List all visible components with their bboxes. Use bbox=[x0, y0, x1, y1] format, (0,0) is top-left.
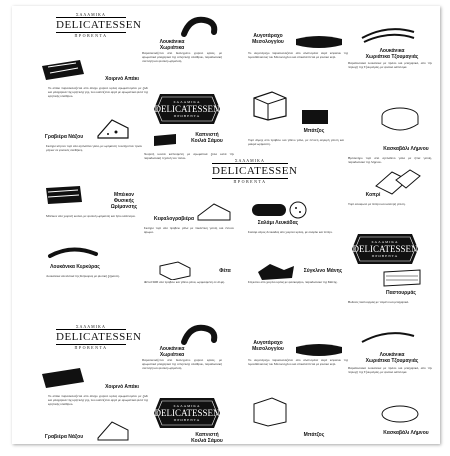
desc-tzoumagias: Παραδοσιακά λουκάνικα με πράσο και μπαχαρικά, από την περιοχή της Τζουμαγιάς, με φυσικό κάπνισμα. bbox=[348, 61, 432, 70]
label-loukanika-tzoumagias-2: Λουκάνικα Χωριάτικα Τζουμαγιάς bbox=[365, 352, 419, 364]
desc-augotaraxo: Το αυγοτάραχο παρασκευάζεται από αλατισμένα αυγά κέφαλου της λιμνοθάλασσας του Μεσολογγίου και επικαλύπτεται με φυσικό κερί. bbox=[248, 51, 348, 60]
badge-bottom-word: ΠΡΟΒΕΝΤΑ bbox=[173, 114, 201, 118]
cheese-wedge-illustration-2 bbox=[96, 420, 130, 444]
desc-augotaraxo-2: Το αυγοτάραχο παρασκευάζεται από αλατισμένα αυγά κέφαλου της λιμνοθάλασσας του Μεσολογγίου και επικαλύπτεται με φυσικό κερί. bbox=[248, 358, 348, 367]
label-loukanika-xwriatika: Λουκάνικα Χωριάτικα bbox=[159, 39, 185, 51]
bacon-illustration bbox=[44, 184, 84, 210]
tzoumagias-sausage-illustration bbox=[358, 22, 418, 50]
label-loukanika-kerkyra: Λουκάνικα Κερκύρας bbox=[50, 264, 100, 270]
logo-center-name: DELICATESSEN bbox=[212, 165, 298, 177]
desc-mpatzos: Τυρί άλμης από πρόβειο και γίδινο γάλα, με έντονη αλμυρή γεύση και μακρά ωρίμανση. bbox=[248, 138, 344, 147]
desc-kerkyra: Λουκάνικα αλλαντικά της Κέρκυρας με φυσική ξήρανση. bbox=[46, 274, 120, 278]
badge-right-top-word: ΣΑΛΑΜΙΚΑ bbox=[371, 240, 399, 244]
desc-kefalograviera: Σκληρό τυρί από πρόβειο γάλα με πικάντικη γεύση και έντονο άρωμα. bbox=[144, 226, 234, 235]
brand-badge bbox=[154, 94, 220, 124]
label-pastourmas: Παστουρμάς bbox=[386, 290, 416, 296]
badge-right-name: DELICATESSEN bbox=[352, 244, 418, 254]
label-graviera-2: Γραβιέρα Νάξου bbox=[44, 434, 84, 440]
kefalograviera-illustration bbox=[196, 202, 232, 226]
badge-bottom-bottom-word: ΠΡΟΒΕΝΤΑ bbox=[173, 418, 201, 422]
brand-logo bbox=[56, 12, 142, 38]
badge-top-word: ΣΑΛΑΜΙΚΑ bbox=[173, 100, 201, 104]
label-kapnisti-kokkali-2: Καπνιστή Κοιλιά Σάμου bbox=[191, 432, 223, 444]
pastourmas-illustration bbox=[382, 268, 422, 292]
logo-bottom-top-word: ΣΑΛΑΜΙΚΑ bbox=[76, 324, 106, 329]
pork-belly-illustration bbox=[152, 132, 178, 152]
apaki-illustration bbox=[40, 58, 86, 86]
label-graviera: Γραβιέρα Νάξου bbox=[44, 134, 84, 140]
label-kopri: Κοπρί bbox=[365, 192, 381, 198]
badge-name: DELICATESSEN bbox=[154, 104, 220, 114]
cheese-wedge-illustration bbox=[96, 118, 130, 144]
label-salami-lefkadas: Σαλάμι Λευκάδας bbox=[257, 220, 299, 226]
logo-bottom-bottom-word: ΠΡΟΒΕΝΤΑ bbox=[74, 345, 108, 350]
desc-loukanika-2: Παρασκευάζεται από διαλεγμένο χοιρινό κρέας, με αρωματικά μπαχαρικά της ελληνικής υπαίθρου, παραδοσιακή συνταγή και φυσική ωρίμανση. bbox=[142, 358, 222, 371]
desc-kopri: Τυρί αλοιφωτό με πιπέρι και καυτερή γεύση. bbox=[348, 202, 406, 206]
tzoumagias-sausage-illustration-2 bbox=[358, 326, 418, 354]
logo-bottom-word: ΠΡΟΒΕΝΤΑ bbox=[74, 33, 108, 38]
desc-graviera: Σκληρό κίτρινο τυρί από αγελαδινό γάλα, με ωρίμανση τουλάχιστον τριών μηνών σε φυσικές συνθήκες. bbox=[46, 144, 142, 153]
desc-kaskavali: Ημίσκληρο τυρί από αγελαδινό γάλα με ήπια γεύση, παραδοσιακό της Λήμνου. bbox=[348, 156, 432, 165]
label-mpatzos: Μπάτζος bbox=[303, 128, 325, 134]
label-augotaraxo: Αυγοτάραχο Μεσολογγίου bbox=[252, 33, 284, 45]
cheese-block-illustration-2 bbox=[250, 394, 290, 432]
desc-mpekon: Μπέικον από χοιρινή κοιλιά, με φυσική ωρίμανση και ήπιο κάπνισμα. bbox=[46, 214, 136, 218]
label-loukanika-xwriatika-2: Λουκάνικα Χωριάτικα bbox=[159, 346, 185, 358]
desc-feta: Φέτα ΠΟΠ από πρόβειο και γίδινο γάλα, ωριμασμένη σε άλμη. bbox=[144, 280, 225, 284]
desc-kapnisti: Χοιρινή κοιλιά καπνισμένη με αρωματικά ξύλα κατά την παραδοσιακή τεχνική του τόπου. bbox=[144, 152, 234, 161]
label-kapnisti-kokkali: Καπνιστή Κοιλιά Σάμου bbox=[191, 132, 223, 144]
label-loukanika-tzoumagias: Λουκάνικα Χωριάτικα Τζουμαγιάς bbox=[365, 48, 419, 60]
logo-name: DELICATESSEN bbox=[56, 19, 142, 31]
label-xoiriko-apaki: Χοιρινό Απάκι bbox=[105, 76, 139, 82]
label-syglino: Σύγκλινο Μάνης bbox=[303, 268, 343, 274]
sausage-illustration bbox=[180, 14, 220, 44]
desc-pastourmas: Βοδινός παστουρμάς με τσιμένι και μπαχαρικά. bbox=[348, 300, 409, 304]
desc-apaki-2: Το απάκι παρασκευάζεται από άπαχο χοιρινό κρέας αρωματισμένο με ξύδι και μπαχαρικά της κρητικής γης, που καπνίζεται αργά με αρωματικά φυτά της κρητικής υπαίθρου. bbox=[48, 394, 148, 407]
desc-apaki: Το απάκι παρασκευάζεται από άπαχο χοιρινό κρέας αρωματισμένο με ξύδι και μπαχαρικά της κρητικής γης, που καπνίζεται αργά με αρωματικά φυτά της κρητικής υπαίθρου. bbox=[48, 86, 148, 99]
cheese-wheel-illustration bbox=[380, 106, 420, 138]
brand-logo-center bbox=[212, 158, 298, 184]
sausage-illustration-2 bbox=[180, 322, 220, 352]
apaki-illustration-2 bbox=[40, 366, 86, 394]
wrapping-paper-sheet bbox=[12, 6, 440, 444]
desc-syglino: Σύγκλινο από χοιρινό κρέας με φασκόμηλο, παραδοσιακό της Μάνης. bbox=[248, 280, 338, 284]
logo-center-top-word: ΣΑΛΑΜΙΚΑ bbox=[235, 158, 265, 163]
brand-logo-bottom bbox=[56, 324, 142, 350]
cheese-block-illustration bbox=[250, 88, 290, 126]
desc-salami: Σαλάμι αέρος Λευκάδας από χοιρινό κρέας, με σκόρδο και πιπέρι. bbox=[248, 230, 333, 234]
logo-top-word: ΣΑΛΑΜΙΚΑ bbox=[76, 12, 106, 17]
label-kaskavali-2: Κασκαβάλι Λήμνου bbox=[383, 430, 429, 436]
label-kaskavali: Κασκαβάλι Λήμνου bbox=[383, 146, 429, 152]
label-mpatzos-2: Μπάτζος bbox=[303, 432, 325, 438]
brand-badge-bottom bbox=[154, 398, 220, 428]
loaf-illustration bbox=[300, 106, 330, 130]
badge-bottom-name: DELICATESSEN bbox=[154, 408, 220, 418]
label-kefalograviera: Κεφαλογραβιέρα bbox=[153, 216, 195, 222]
logo-center-bottom-word: ΠΡΟΒΕΝΤΑ bbox=[233, 179, 267, 184]
label-augotaraxo-2: Αυγοτάραχο Μεσολογγίου bbox=[252, 340, 284, 352]
brand-badge-right bbox=[352, 234, 418, 264]
badge-bottom-top-word: ΣΑΛΑΜΙΚΑ bbox=[173, 404, 201, 408]
label-xoiriko-apaki-2: Χοιρινό Απάκι bbox=[105, 384, 139, 390]
label-feta: Φέτα bbox=[219, 268, 231, 274]
badge-right-bottom-word: ΠΡΟΒΕΝΤΑ bbox=[371, 254, 399, 258]
desc-loukanika: Παρασκευάζεται από διαλεγμένο χοιρινό κρέας, με αρωματικά μπαχαρικά της ελληνικής υπαίθρου, παραδοσιακή συνταγή και φυσική ωρίμανση. bbox=[142, 51, 222, 64]
label-mpekon: Μπέικον Φυσικής Ωρίμανσης bbox=[110, 192, 138, 210]
desc-tzoumagias-2: Παραδοσιακά λουκάνικα με πράσο και μπαχαρικά, από την περιοχή της Τζουμαγιάς, με φυσικό κάπνισμα. bbox=[348, 366, 432, 375]
logo-bottom-name: DELICATESSEN bbox=[56, 331, 142, 343]
